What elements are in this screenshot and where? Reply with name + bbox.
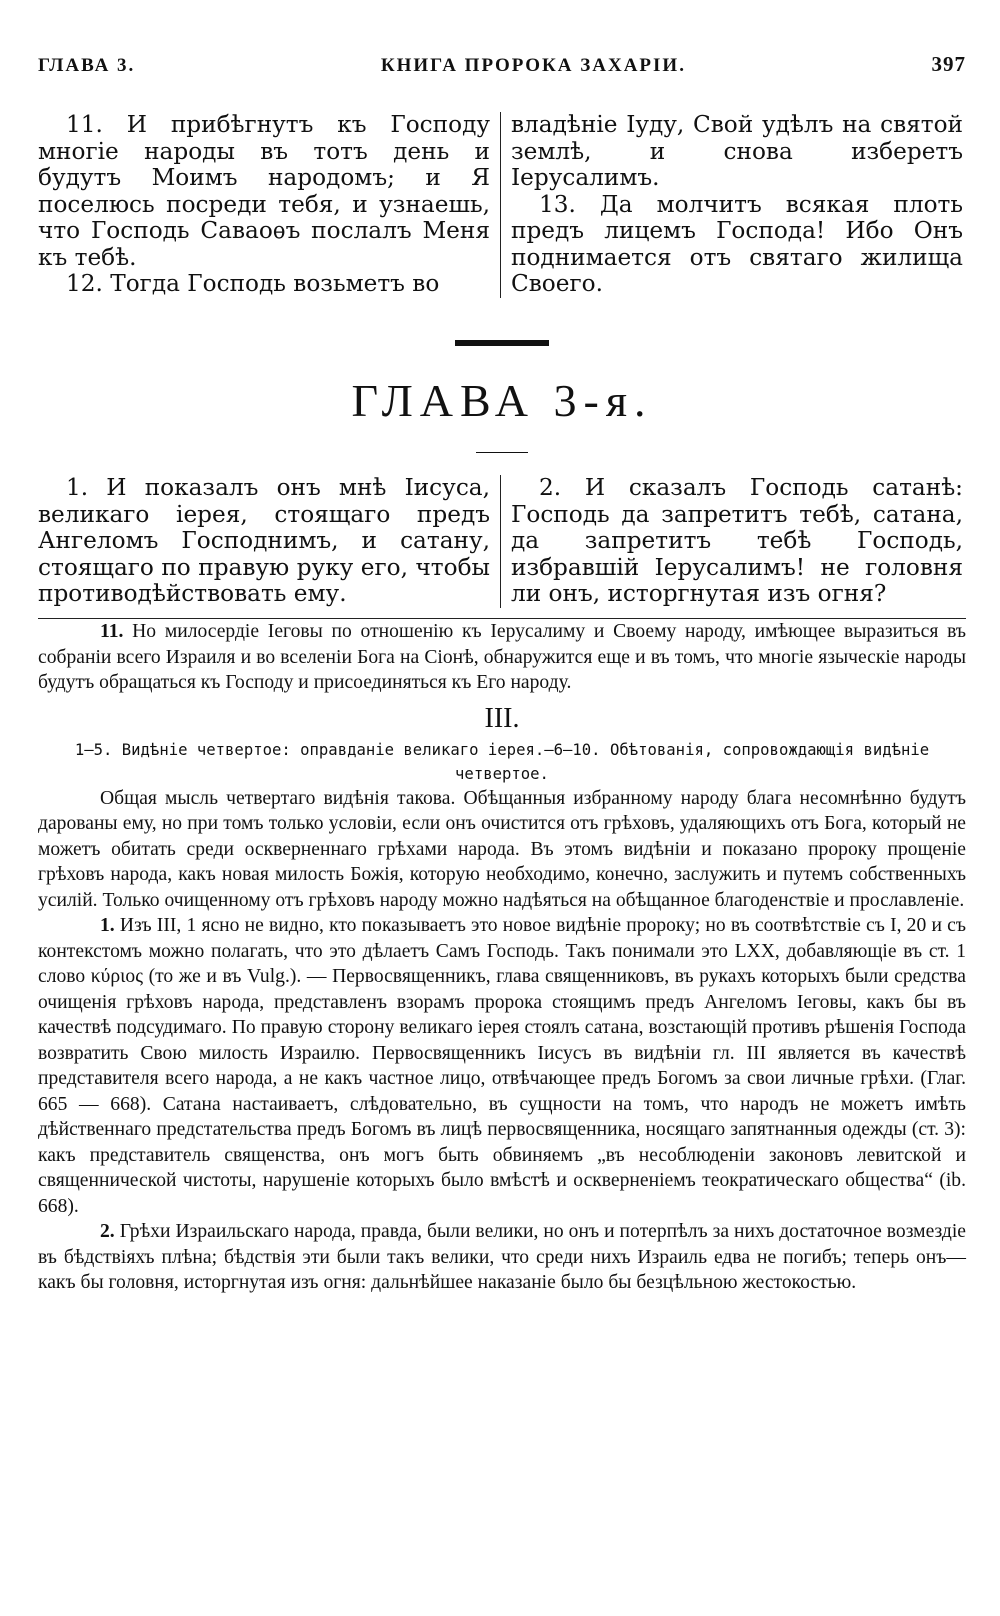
- left-column: [38, 112, 501, 298]
- right-column: [501, 475, 963, 608]
- section-number: III.: [484, 702, 520, 734]
- paragraph-text: Грѣхи Израильскаго народа, правда, были велики, но онъ и потерпѣлъ за нихъ достаточное возмездіе въ бѣдствіяхъ плѣна; бѣдствія эти были такъ велики, что среди нихъ Израиль едва не погибъ; теперь онъ—какъ бы головня, исторгнутая изъ огня: дальнѣйшее наказаніе было бы безцѣльною жестокостью.: [38, 1221, 966, 1293]
- note-text: Но милосердіе Іеговы по отношенію къ Іерусалиму и Своему народу, имѣющее выразиться въ собраніи всего Израиля и во вселеніи Бога на Сіонѣ, обнаружится еще и въ томъ, что многіе языческіе народы будутъ обращаться къ Господу и присоединяться къ Его народу.: [38, 621, 966, 693]
- header-book-title: КНИГА ПРОРОКА ЗАХАРІИ.: [380, 55, 686, 76]
- chapter-divider: [455, 340, 549, 346]
- verse-11: 11. И прибѣгнутъ къ Господу многіе народы въ тотъ день и будутъ Моимъ народомъ; и Я поселюсь посреди тебя, и узнаешь, что Господь Саваоѳъ послалъ Меня къ тебѣ.: [38, 111, 490, 271]
- page: [38, 52, 966, 1296]
- section-summary: 1—5. Видѣніе четвертое: оправданіе великаго іерея.—6—10. Обѣтованія, сопровождающія видѣніе четвертое.: [74, 740, 930, 783]
- verse-12: 12. Тогда Господь возьметъ во: [66, 270, 440, 297]
- commentary-note-11: [38, 619, 966, 696]
- verse-12-continued: владѣніе Іуду, Свой удѣлъ на святой землѣ, и снова изберетъ Іерусалимъ.: [511, 111, 963, 191]
- right-column: [501, 112, 963, 298]
- paragraph-text: Изъ III, 1 ясно не видно, кто показываетъ это новое видѣніе пророку; но въ соотвѣтствіе съ I, 20 и съ контекстомъ можно полагать, что это дѣлаетъ Самъ Господь. Такъ понимали это LXX, добавляющіе въ ст. 1 слово κύριος (то же и въ Vulg.). — Первосвященникъ, глава священниковъ, въ рукахъ которыхъ были средства очищенія грѣховъ народа, представленъ взорамъ пророка стоящимъ предъ Ангеломъ Іеговы, какъ бы въ качествѣ подсудимаго. По правую сторону великаго іерея стоялъ сатана, возстающій противъ рѣшенія Господа возвратить Свою милость Израилю. Первосвященникъ Іисусъ въ видѣніи гл. III является въ качествѣ представителя всего народа, а не какъ частное лицо, отвѣчающее предъ Богомъ за свои личные грѣхи. (Глаг. 665 — 668). Сатана настаиваетъ, слѣдовательно, въ сущности на томъ, что народъ не можетъ имѣть дѣйственнаго предстательства предъ Богомъ въ лицѣ первосвященника, носящаго запятнанныя одежды (ст. 3): какъ представитель священства, онъ могъ быть обвиняемъ „въ несоблюденіи законовъ левитской и священнической чистоты, нарушеніе которыхъ было вмѣстѣ и оскверненіемъ теократическаго общества“ (ib. 668).: [38, 915, 966, 1217]
- verse-2: 2. И сказалъ Господь сатанѣ: Господь да запретитъ тебѣ, сатана, да запретитъ тебѣ Господь, избравшій Іерусалимъ! не головня ли онъ, исторгнутая изъ огня?: [511, 474, 963, 607]
- commentary: [38, 619, 966, 1296]
- verses-chapter3: [38, 475, 966, 608]
- intro-paragraph: Общая мысль четвертаго видѣнія такова. Обѣщанныя избранному народу блага несомнѣнно будутъ дарованы ему, но при томъ только условіи, если онъ очистится отъ грѣховъ, удаляющихъ отъ Бога, который не можетъ обитать среди оскверненнаго грѣхами народа. Въ этомъ видѣніи и показано пророку прощеніе грѣховъ народа, какъ новая милость Божія, которую необходимо, конечно, заслужить и путемъ собственныхъ усилій. Только очищенному отъ грѣховъ народу можно надѣяться на обѣщанное благоденствіе и прославленіе.: [38, 787, 966, 911]
- page-number: 397: [931, 52, 966, 76]
- paragraph-number: 2.: [100, 1221, 115, 1242]
- commentary-paragraph-1: [38, 913, 966, 1219]
- running-header: [38, 52, 966, 88]
- note-number: 11.: [100, 621, 124, 642]
- verse-13: 13. Да молчитъ всякая плоть предъ лицемъ Господа! Ибо Онъ поднимается отъ святаго жилища Своего.: [511, 190, 963, 297]
- verse-1: 1. И показалъ онъ мнѣ Іисуса, великаго іерея, стоящаго предъ Ангеломъ Господнимъ, и сатану, стоящаго по правую руку его, чтобы противодѣйствовать ему.: [38, 474, 490, 607]
- left-column: [38, 475, 501, 608]
- paragraph-number: 1.: [100, 915, 115, 936]
- commentary-paragraph-2: [38, 1219, 966, 1296]
- chapter-heading: ГЛАВА 3-я.: [351, 374, 653, 426]
- header-chapter: ГЛАВА 3.: [38, 55, 136, 76]
- verses-chapter2-end: [38, 112, 966, 298]
- heading-underline: [476, 452, 528, 454]
